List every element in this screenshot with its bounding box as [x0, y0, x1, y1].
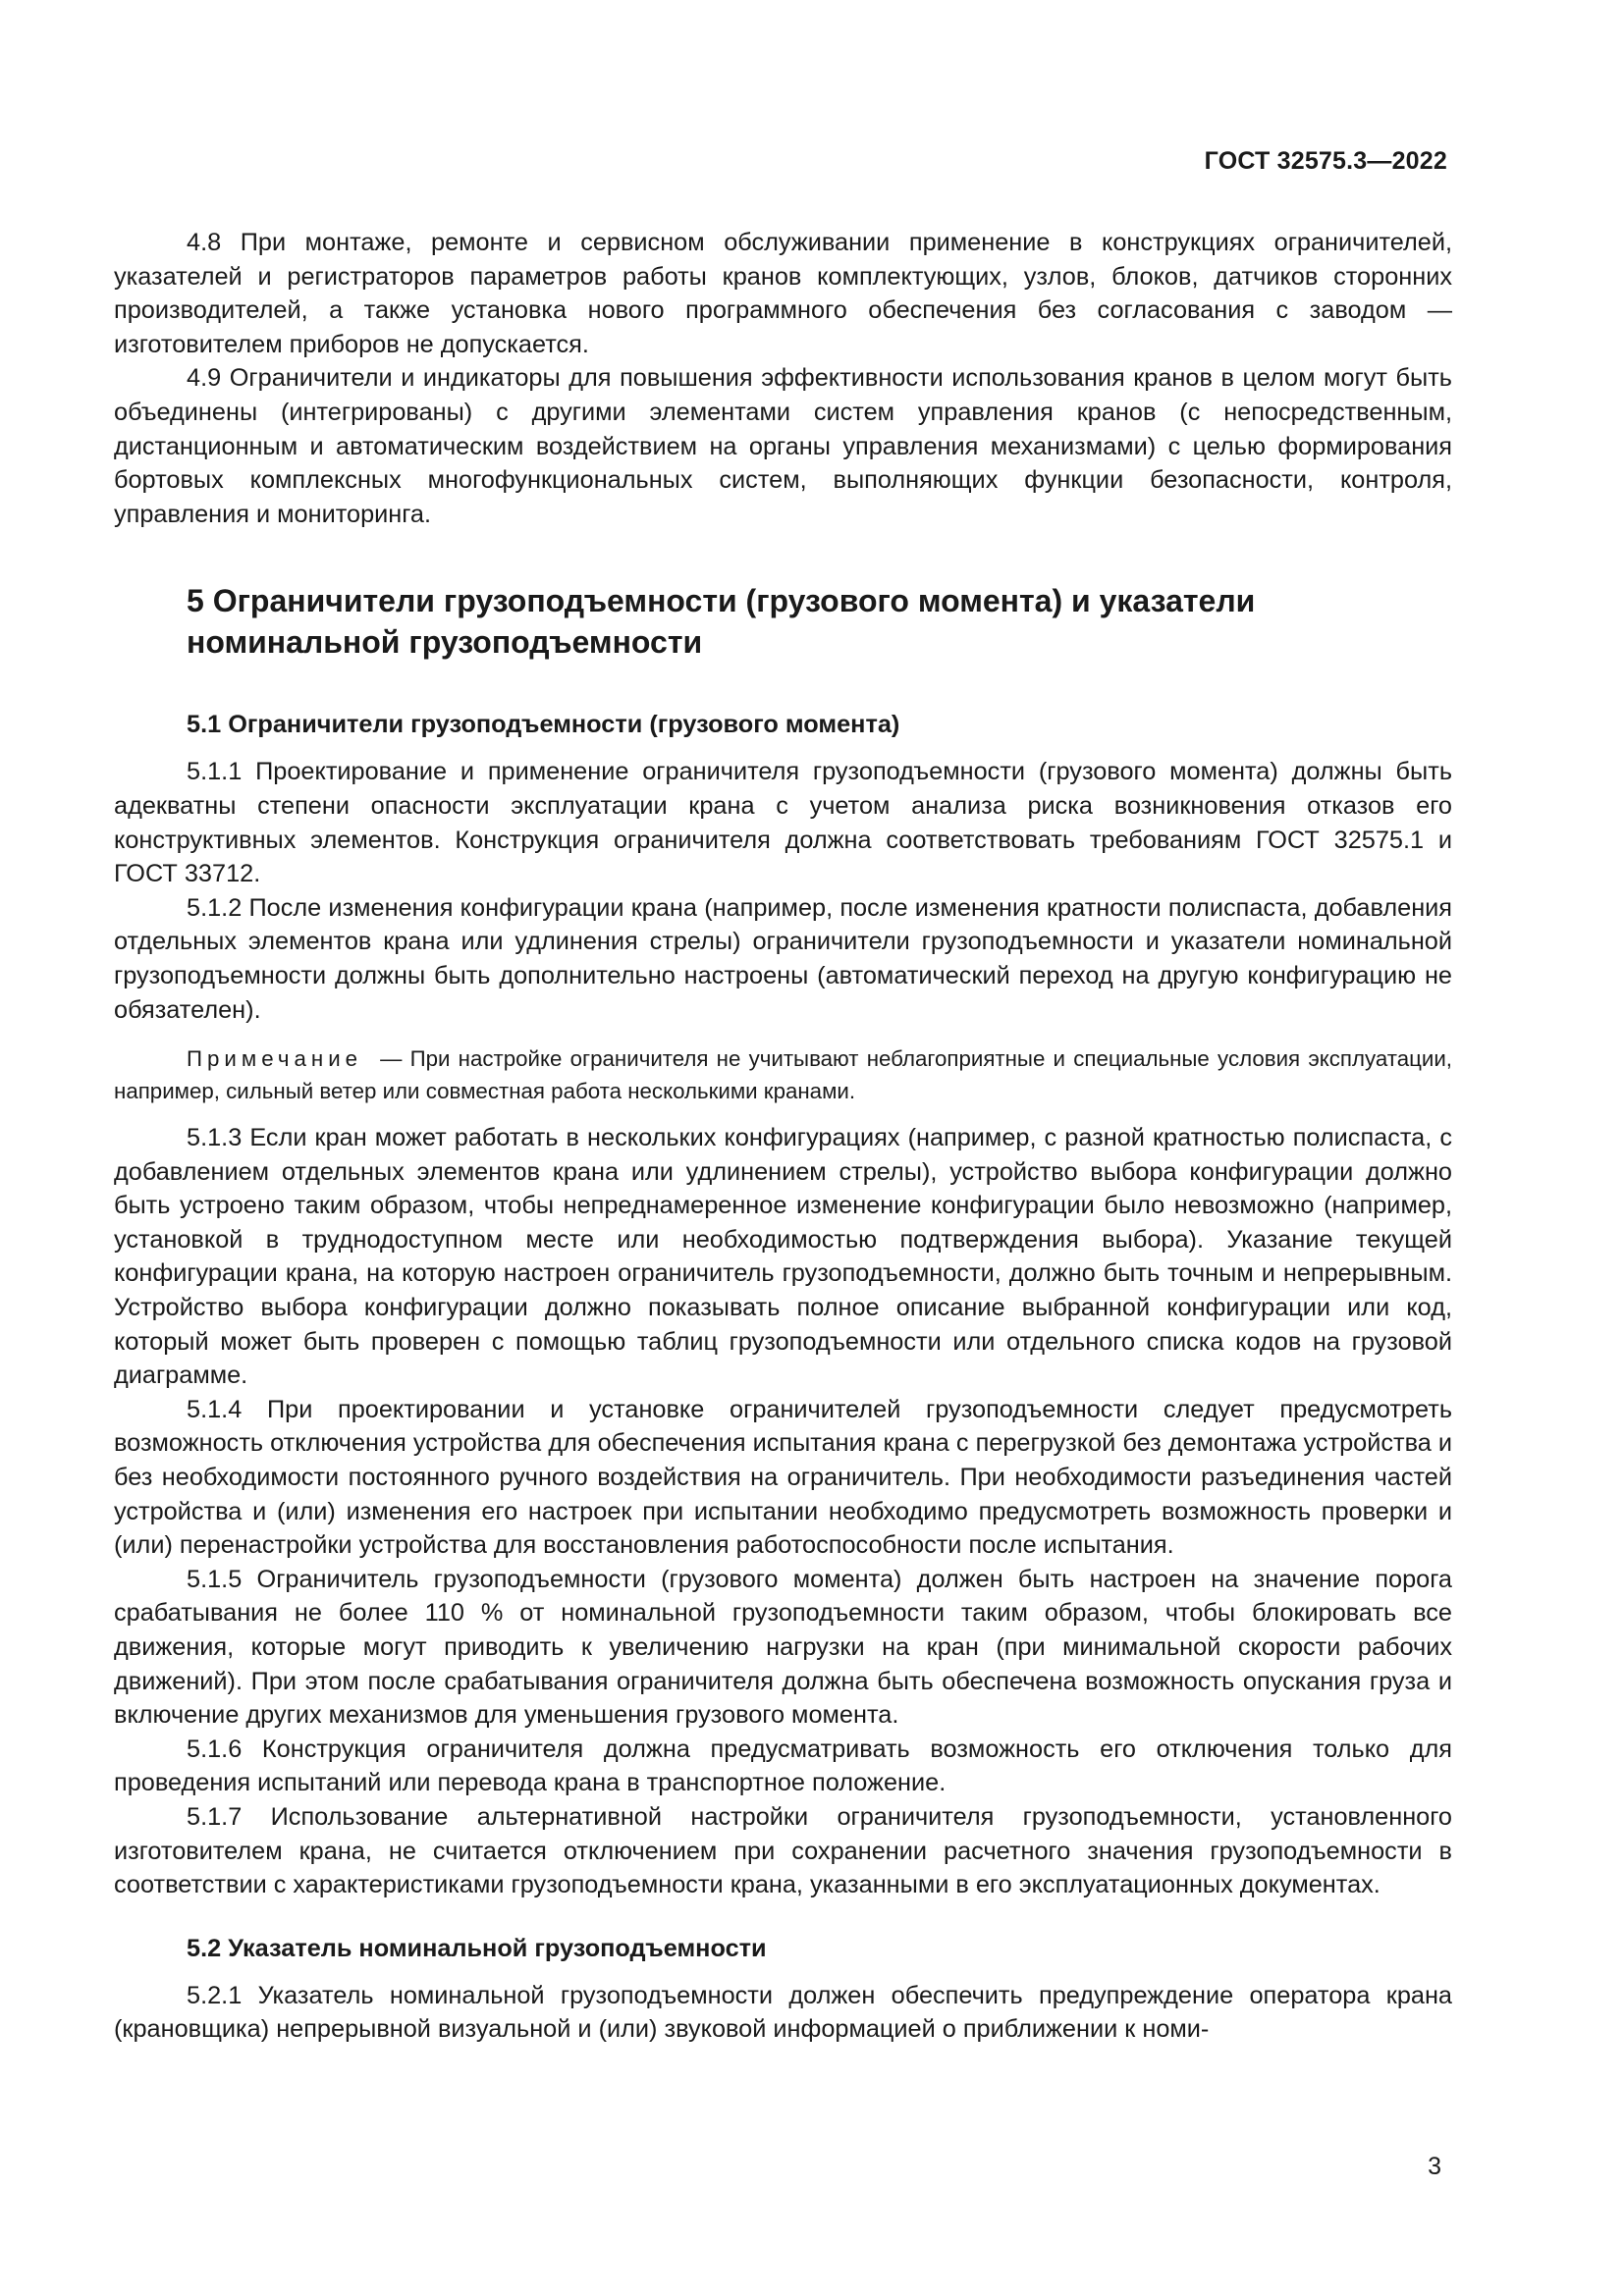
note-label: Примечание — [187, 1046, 363, 1072]
page-content — [114, 226, 1452, 2047]
note-text: — При настройке ограничителя не учитывают неблагоприятные и специальные условия эксплуатации, например, сильный ветер или совместная работа несколькими кранами. — [114, 1046, 1452, 1104]
section-5-heading-line2: номинальной грузоподъемности — [187, 624, 703, 661]
note — [114, 1042, 1452, 1107]
section-5-heading-line1: 5 Ограничители грузоподъемности (грузового момента) и указатели — [187, 583, 1256, 619]
section-5-heading — [187, 580, 1452, 663]
subsection-5-2-heading: 5.2 Указатель номинальной грузоподъемности — [187, 1934, 767, 1962]
paragraph-5-1-4: 5.1.4 При проектировании и установке ограничителей грузоподъемности следует предусмотреть возможность отключения устройства для обеспечения испытания крана с перегрузкой без демонтажа устройства и без необходимости постоянного ручного воздействия на ограничитель. При необходимости разъединения частей устройства и (или) изменения его настроек при испытании необходимо предусмотреть возможность проверки и (или) перенастройки устройства для восстановления работоспособности после испытания. — [114, 1395, 1452, 1560]
paragraph-5-1-5: 5.1.5 Ограничитель грузоподъемности (грузового момента) должен быть настроен на значение порога срабатывания не более 110 % от номинальной грузоподъемности таким образом, чтобы блокировать все движения, которые могут приводить к увеличению нагрузки на кран (при минимальной скорости рабочих движений). При этом после срабатывания ограничителя должна быть обеспечена возможность опускания груза и включение других механизмов для уменьшения грузового момента. — [114, 1565, 1452, 1730]
page-number: 3 — [1428, 2153, 1441, 2180]
paragraph-5-1-1: 5.1.1 Проектирование и применение ограничителя грузоподъемности (грузового момента) должны быть адекватны степени опасности эксплуатации крана с учетом анализа риска возникновения отказов его конструктивных элементов. Конструкция ограничителя должна соответствовать требованиям ГОСТ 32575.1 и ГОСТ 33712. — [114, 758, 1452, 888]
paragraph-5-1-6: 5.1.6 Конструкция ограничителя должна предусматривать возможность его отключения только для проведения испытаний или перевода крана в транспортное положение. — [114, 1735, 1452, 1797]
subsection-5-1-heading: 5.1 Ограничители грузоподъемности (грузового момента) — [187, 711, 900, 739]
paragraph-5-2-1: 5.2.1 Указатель номинальной грузоподъемности должен обеспечить предупреждение оператора крана (крановщика) непрерывной визуальной и (или) звуковой информацией о приближении к номи- — [114, 1981, 1452, 2044]
paragraph-5-1-3: 5.1.3 Если кран может работать в нескольких конфигурациях (например, с разной кратностью полиспаста, с добавлением отдельных элементов крана или удлинением стрелы), устройство выбора конфигурации должно быть устроено таким образом, чтобы непреднамеренное изменение конфигурации было невозможно (например, установкой в труднодоступном месте или необходимостью подтверждения выбора). Указание текущей конфигурации крана, на которую настроен ограничитель грузоподъемности, должно быть точным и непрерывным. Устройство выбора конфигурации должно показывать полное описание выбранной конфигурации или код, который может быть проверен с помощью таблиц грузоподъемности или отдельного списка кодов на грузовой диаграмме. — [114, 1124, 1452, 1390]
paragraph-5-1-7: 5.1.7 Использование альтернативной настройки ограничителя грузоподъемности, установленного изготовителем крана, не считается отключением при сохранении расчетного значения грузоподъемности в соответствии с характеристиками грузоподъемности крана, указанными в его эксплуатационных документах. — [114, 1802, 1452, 1899]
document-code-header: ГОСТ 32575.3—2022 — [1204, 147, 1447, 175]
paragraph-5-1-2: 5.1.2 После изменения конфигурации крана (например, после изменения кратности полиспаста, добавления отдельных элементов крана или удлинения стрелы) ограничители грузоподъемности и указатели номинальной грузоподъемности должны быть дополнительно настроены (автоматический переход на другую конфигурацию не обязателен). — [114, 893, 1452, 1024]
paragraph-4-8: 4.8 При монтаже, ремонте и сервисном обслуживании применение в конструкциях ограничителей, указателей и регистраторов параметров работы кранов комплектующих, узлов, блоков, датчиков сторонних производителей, а также установка нового программного обеспечения без согласования с заводом — изготовителем приборов не допускается. — [114, 229, 1452, 358]
paragraph-4-9: 4.9 Ограничители и индикаторы для повышения эффективности использования кранов в целом могут быть объединены (интегрированы) с другими элементами систем управления кранов (с непосредственным, дистанционным и автоматическим воздействием на органы управления механизмами) с целью формирования бортовых комплексных многофункциональных систем, выполняющих функции безопасности, контроля, управления и мониторинга. — [114, 364, 1452, 528]
